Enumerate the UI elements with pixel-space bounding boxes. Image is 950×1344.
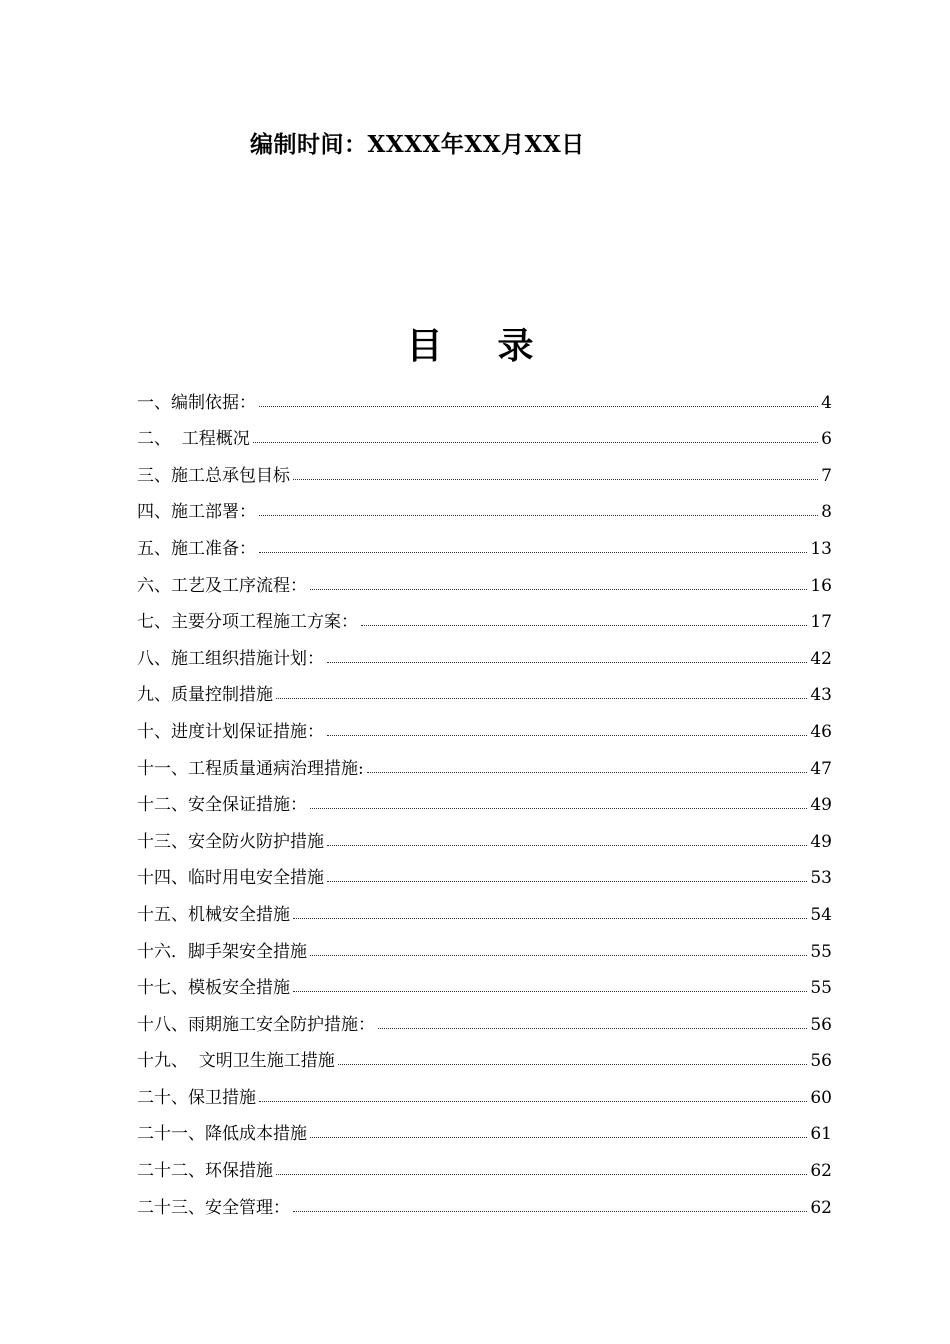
toc-entry-page: 13	[810, 538, 832, 559]
toc-entry-page: 62	[810, 1197, 832, 1218]
toc-entry[interactable]	[137, 925, 832, 962]
toc-entry[interactable]	[137, 1144, 832, 1181]
toc-leader-dots	[367, 772, 808, 773]
toc-entry[interactable]	[137, 669, 832, 706]
toc-entry[interactable]	[137, 1181, 832, 1218]
toc-leader-dots	[327, 662, 807, 663]
toc-entry[interactable]	[137, 449, 832, 486]
toc-title: 目 录	[406, 325, 544, 367]
toc-leader-dots	[310, 589, 807, 590]
toc-leader-dots	[259, 406, 818, 407]
toc-entry-page: 16	[810, 575, 832, 596]
toc-entry[interactable]	[137, 522, 832, 559]
toc-entry[interactable]	[137, 815, 832, 852]
toc-leader-dots	[276, 698, 807, 699]
toc-entry-page: 46	[810, 721, 832, 742]
toc-leader-dots	[310, 955, 807, 956]
toc-entry-label: 十六．脚手架安全措施	[137, 941, 307, 962]
toc-entry-page: 42	[810, 648, 832, 669]
toc-entry-label: 十一、工程质量通病治理措施:	[137, 758, 364, 779]
toc-entry-label: 八、施工组织措施计划：	[137, 648, 324, 669]
toc-leader-dots	[293, 1211, 807, 1212]
toc-entry-label: 十五、机械安全措施	[137, 904, 290, 925]
toc-leader-dots	[253, 442, 818, 443]
toc-entry-label: 十七、模板安全措施	[137, 978, 290, 999]
toc-entry-page: 4	[821, 392, 832, 413]
toc-entry[interactable]	[137, 376, 832, 413]
toc-entry-label: 三、施工总承包目标	[137, 465, 290, 486]
toc-entry-label: 四、施工部署：	[137, 502, 256, 523]
toc-entry-page: 7	[821, 465, 832, 486]
toc-entry[interactable]	[137, 413, 832, 450]
toc-entry-label: 一、编制依据：	[137, 392, 256, 413]
toc-leader-dots	[327, 735, 807, 736]
toc-entry-label: 十三、安全防火防护措施	[137, 831, 324, 852]
toc-entry-label: 十、进度计划保证措施：	[137, 721, 324, 742]
toc-entry-label: 六、工艺及工序流程：	[137, 575, 307, 596]
toc-entry[interactable]	[137, 705, 832, 742]
toc-entry[interactable]	[137, 1071, 832, 1108]
toc-leader-dots	[276, 1174, 807, 1175]
toc-entry-label: 九、质量控制措施	[137, 685, 273, 706]
toc-leader-dots	[259, 552, 807, 553]
toc-entry-label: 七、主要分项工程施工方案：	[137, 612, 358, 633]
toc-leader-dots	[293, 918, 807, 919]
toc-entry[interactable]	[137, 1108, 832, 1145]
toc-entry-page: 56	[810, 1051, 832, 1072]
toc-entry-label: 二十三、安全管理：	[137, 1197, 290, 1218]
toc-entry-page: 47	[810, 758, 832, 779]
compile-date: 编制时间：XXXX年XX月XX日	[250, 131, 585, 158]
toc-entry[interactable]	[137, 742, 832, 779]
toc-entry-label: 十九、 文明卫生施工措施	[137, 1051, 335, 1072]
toc-entry[interactable]	[137, 998, 832, 1035]
toc-leader-dots	[338, 1064, 808, 1065]
toc-entry-label: 五、施工准备：	[137, 538, 256, 559]
toc-leader-dots	[259, 1101, 807, 1102]
toc-entry-page: 56	[810, 1014, 832, 1035]
table-of-contents	[137, 376, 832, 1218]
toc-entry[interactable]	[137, 779, 832, 816]
toc-leader-dots	[293, 479, 818, 480]
toc-entry-page: 61	[810, 1124, 832, 1145]
toc-entry-label: 十四、临时用电安全措施	[137, 868, 324, 889]
toc-entry-page: 53	[810, 868, 832, 889]
toc-entry-label: 二十、保卫措施	[137, 1087, 256, 1108]
toc-entry-page: 55	[810, 978, 832, 999]
toc-entry[interactable]	[137, 852, 832, 889]
toc-entry-page: 54	[810, 904, 832, 925]
toc-entry[interactable]	[137, 632, 832, 669]
toc-entry-label: 十二、安全保证措施：	[137, 795, 307, 816]
toc-entry[interactable]	[137, 888, 832, 925]
toc-entry-label: 二十一、降低成本措施	[137, 1124, 307, 1145]
toc-entry-page: 6	[821, 429, 832, 450]
toc-entry[interactable]	[137, 962, 832, 999]
toc-entry-page: 62	[810, 1161, 832, 1182]
toc-entry-page: 55	[810, 941, 832, 962]
toc-leader-dots	[361, 625, 807, 626]
toc-entry[interactable]	[137, 559, 832, 596]
toc-entry[interactable]	[137, 486, 832, 523]
toc-entry-page: 49	[810, 831, 832, 852]
toc-entry-page: 43	[810, 685, 832, 706]
toc-entry-page: 60	[810, 1087, 832, 1108]
toc-leader-dots	[327, 845, 807, 846]
toc-leader-dots	[310, 1137, 807, 1138]
toc-entry-page: 49	[810, 795, 832, 816]
toc-entry-page: 17	[810, 612, 832, 633]
toc-entry[interactable]	[137, 596, 832, 633]
toc-entry-label: 二十二、环保措施	[137, 1161, 273, 1182]
toc-entry[interactable]	[137, 1035, 832, 1072]
toc-entry-label: 二、 工程概况	[137, 429, 250, 450]
toc-leader-dots	[327, 881, 807, 882]
toc-leader-dots	[310, 808, 807, 809]
toc-leader-dots	[293, 991, 807, 992]
toc-entry-page: 8	[821, 502, 832, 523]
toc-entry-label: 十八、雨期施工安全防护措施：	[137, 1014, 375, 1035]
toc-leader-dots	[259, 515, 818, 516]
toc-leader-dots	[378, 1028, 807, 1029]
